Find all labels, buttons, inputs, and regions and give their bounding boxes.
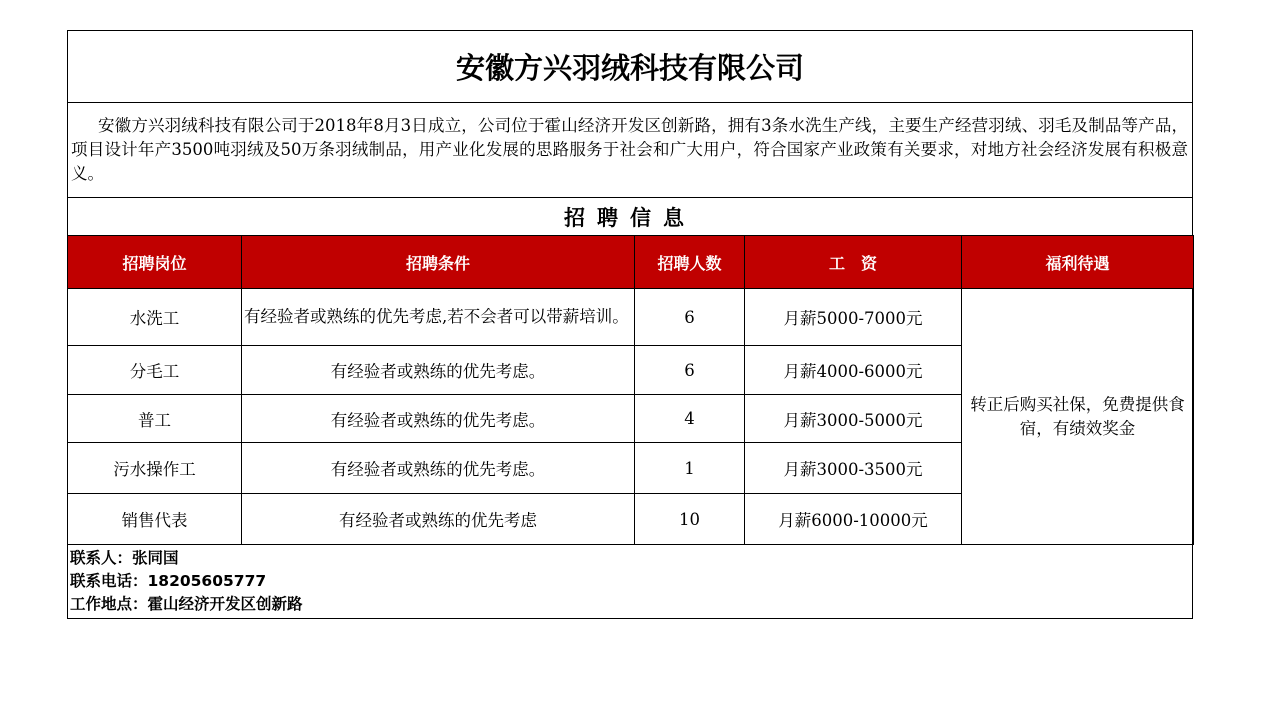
row-condition: 有经验者或熟练的优先考虑,若不会者可以带薪培训。 [242, 289, 635, 346]
row-count: 4 [635, 395, 745, 443]
row-salary: 月薪6000-10000元 [745, 494, 962, 545]
row-position: 销售代表 [68, 494, 242, 545]
header-benefits: 福利待遇 [962, 236, 1194, 289]
header-condition: 招聘条件 [242, 236, 635, 289]
contact-phone: 联系电话：18205605777 [70, 572, 267, 590]
table-row [68, 289, 1194, 346]
header-salary: 工 资 [745, 236, 962, 289]
row-position: 污水操作工 [68, 443, 242, 494]
row-salary: 月薪4000-6000元 [745, 346, 962, 395]
recruitment-sheet [67, 30, 1193, 619]
contact-block [70, 547, 303, 616]
recruit-section-title: 招聘信息 [564, 205, 696, 230]
row-position: 分毛工 [68, 346, 242, 395]
row-condition: 有经验者或熟练的优先考虑。 [242, 346, 635, 395]
row-salary: 月薪5000-7000元 [745, 289, 962, 346]
row-count: 6 [635, 289, 745, 346]
jobs-table [67, 235, 1194, 545]
row-count: 10 [635, 494, 745, 545]
row-count: 6 [635, 346, 745, 395]
table-header-row [68, 236, 1194, 289]
header-count: 招聘人数 [635, 236, 745, 289]
row-salary: 月薪3000-3500元 [745, 443, 962, 494]
header-position: 招聘岗位 [68, 236, 242, 289]
row-condition: 有经验者或熟练的优先考虑。 [242, 443, 635, 494]
contact-person: 联系人：张同国 [70, 549, 179, 567]
row-count: 1 [635, 443, 745, 494]
row-position: 水洗工 [68, 289, 242, 346]
company-title: 安徽方兴羽绒科技有限公司 [68, 31, 1192, 103]
row-position: 普工 [68, 395, 242, 443]
row-condition: 有经验者或熟练的优先考虑。 [242, 395, 635, 443]
benefits-cell: 转正后购买社保，免费提供食宿，有绩效奖金 [962, 289, 1194, 545]
row-salary: 月薪3000-5000元 [745, 395, 962, 443]
work-address: 工作地点：霍山经济开发区创新路 [70, 595, 303, 613]
row-condition: 有经验者或熟练的优先考虑 [242, 494, 635, 545]
company-intro: 安徽方兴羽绒科技有限公司于2018年8月3日成立，公司位于霍山经济开发区创新路，拥有3条水洗生产线，主要生产经营羽绒、羽毛及制品等产品，项目设计年产3500吨羽绒及50万条羽绒制品，用产业化发展的思路服务于社会和广大用户，符合国家产业政策有关要求，对地方社会经济发展有积极意义。 [68, 102, 1192, 198]
